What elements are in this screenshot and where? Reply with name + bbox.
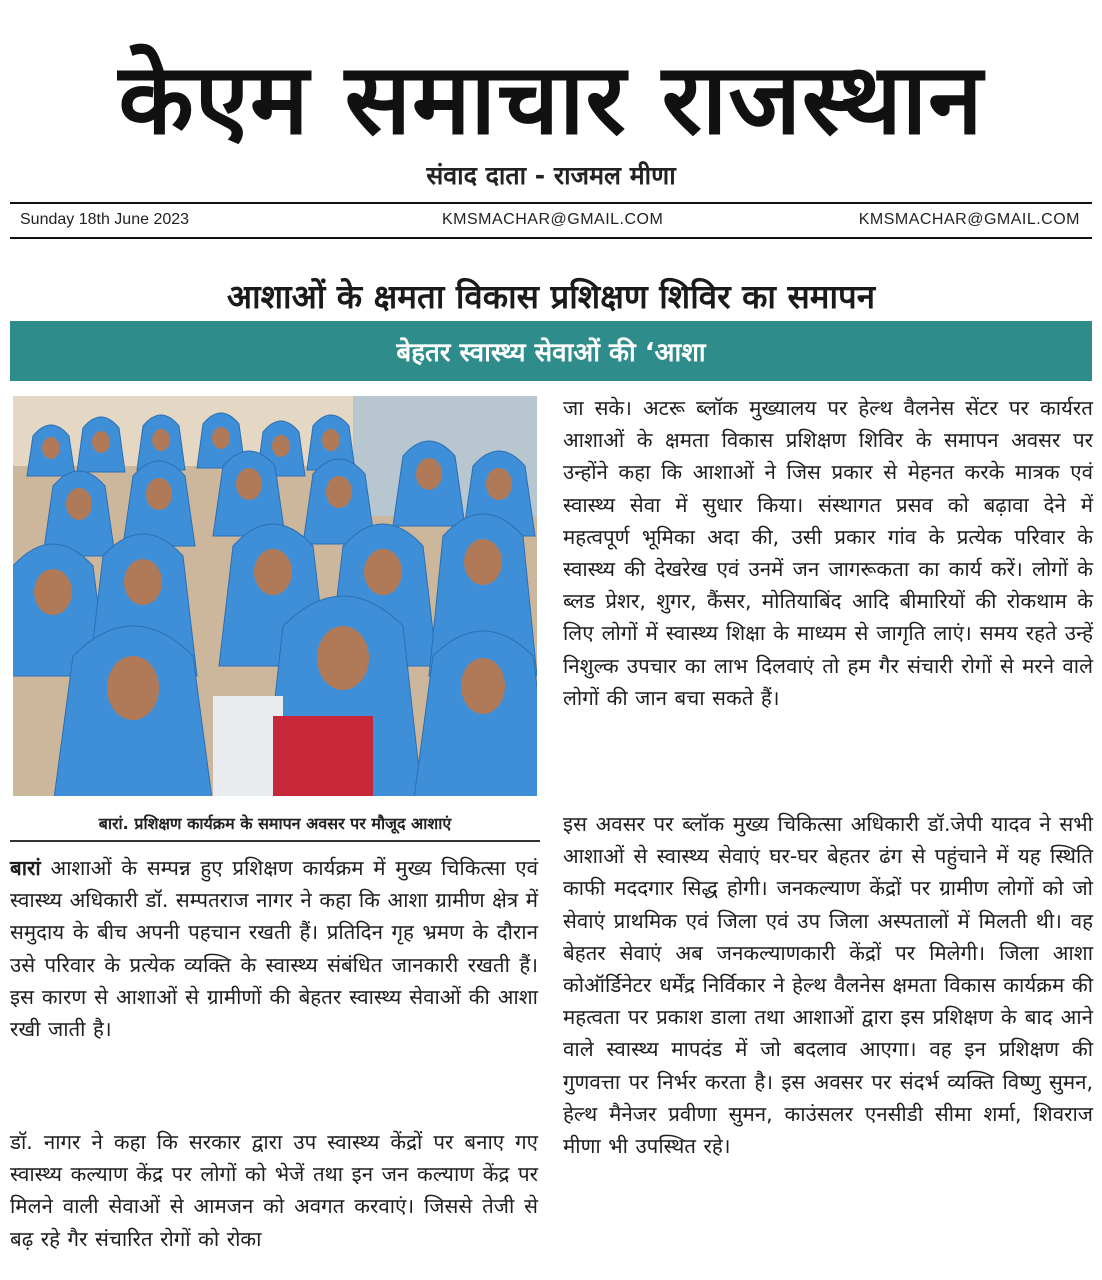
issue-date: Sunday 18th June 2023 [20, 211, 190, 228]
masthead-title: केएम समाचार राजस्थान [118, 43, 984, 157]
article-headline: आशाओं के क्षमता विकास प्रशिक्षण शिविर का समापन [226, 277, 876, 316]
left-paragraph-1-text: आशाओं के सम्पन्न हुए प्रशिक्षण कार्यक्रम में मुख्य चिकित्सा एवं स्वास्थ्य अधिकारी डॉ. सम्पतराज नागर ने कहा कि आशा ग्रामीण क्षेत्र में समुदाय के बीच अपनी पहचान रखती हैं। प्रतिदिन गृह भ्रमण के दौरान उसे परिवार के प्रत्येक व्यक्ति के स्वास्थ्य संबंधित जानकारी रखती हैं। इस कारण से आशाओं से ग्रामीणों की बेहतर स्वास्थ्य सेवाओं की आशा रखी जाती है। [10, 856, 538, 1042]
dateline-bottom-rule [10, 237, 1092, 239]
subheadline-band [10, 321, 1092, 381]
correspondent-line: संवाद दाता - राजमल मीणा [426, 161, 676, 190]
right-paragraph-2: इस अवसर पर ब्लॉक मुख्य चिकित्सा अधिकारी डॉ.जेपी यादव ने सभी आशाओं से स्वास्थ्य सेवाएं घर-घर बेहतर ढंग से पहुंचाने में यह स्थिति काफी मददगार सिद्ध होगी। जनकल्याण केंद्रों पर ग्रामीण लोगों को जो सेवाएं प्राथमिक एवं जिला एवं उप जिला अस्पतालों में मिलती थी। वह बेहतर सेवाएं अब जनकल्याणकारी केंद्रों पर मिलेगी। जिला आशा कोऑर्डिनेटर धर्मेंद्र निर्विकार ने हेल्थ वैलनेस क्षमता विकास कार्यक्रम की महत्वता पर प्रकाश डाला तथा आशाओं द्वारा इस प्रशिक्षण के बाद आने वाले स्वास्थ्य मापदंड में जो बदलाव आएगा। वह इन प्रशिक्षण की गुणवत्ता पर निर्भर करता है। इस अवसर पर संदर्भ व्यक्ति विष्णु सुमन, हेल्थ मैनेजर प्रवीणा सुमन, काउंसलर एनसीडी सीमा शर्मा, शिवराज मीणा भी उपस्थित रहे। [563, 812, 1093, 1159]
article-subheadline: बेहतर स्वास्थ्य सेवाओं की ‘आशा [396, 338, 706, 368]
contact-email-right: KMSMACHAR@GMAIL.COM [858, 211, 1080, 228]
dateline-place: बारां [10, 856, 41, 880]
left-paragraph-2: डॉ. नागर ने कहा कि सरकार द्वारा उप स्वास्थ्य केंद्रों पर बनाए गए स्वास्थ्य कल्याण केंद्र पर लोगों को भेजें तथा इन जन कल्याण केंद्र पर मिलने वाली सेवाओं से आमजन को अवगत करवाएं। जिससे तेजी से बढ़ रहे गैर संचारित रोगों को रोका [10, 1130, 538, 1251]
caption-rule [10, 840, 540, 842]
dateline-top-rule [10, 202, 1092, 204]
right-paragraph-1: जा सके। अटरू ब्लॉक मुख्यालय पर हेल्थ वैलनेस सेंटर पर कार्यरत आशाओं के क्षमता विकास प्रशिक्षण शिविर के समापन अवसर पर उन्होंने कहा कि आशाओं ने जिस प्रकार से मेहनत करके मात्रक एवं स्वास्थ्य सेवा में सुधार किया। संस्थागत प्रसव को बढ़ावा देने में महत्वपूर्ण भूमिका अदा की, उसी प्रकार गांव के प्रत्येक परिवार के स्वास्थ्य की देखरेख एवं उनमें जन जागरूकता का कार्य करें। लोगों के ब्लड प्रेशर, शुगर, कैंसर, मोतियाबिंद आदि बीमारियों की रोकथाम के लिए लोगों में स्वास्थ्य शिक्षा के माध्यम से जागृति लाएं। समय रहते उन्हें निशुल्क उपचार का लाभ दिलवाएं तो हम गैर संचारी रोगों से मरने वाले लोगों की जान बचा सकते हैं। [563, 396, 1093, 710]
article-photo [13, 396, 537, 796]
left-paragraph-1 [10, 852, 538, 1045]
photo-caption: बारां. प्रशिक्षण कार्यक्रम के समापन अवसर पर मौजूद आशाएं [98, 814, 452, 833]
contact-email-center: KMSMACHAR@GMAIL.COM [442, 211, 664, 228]
